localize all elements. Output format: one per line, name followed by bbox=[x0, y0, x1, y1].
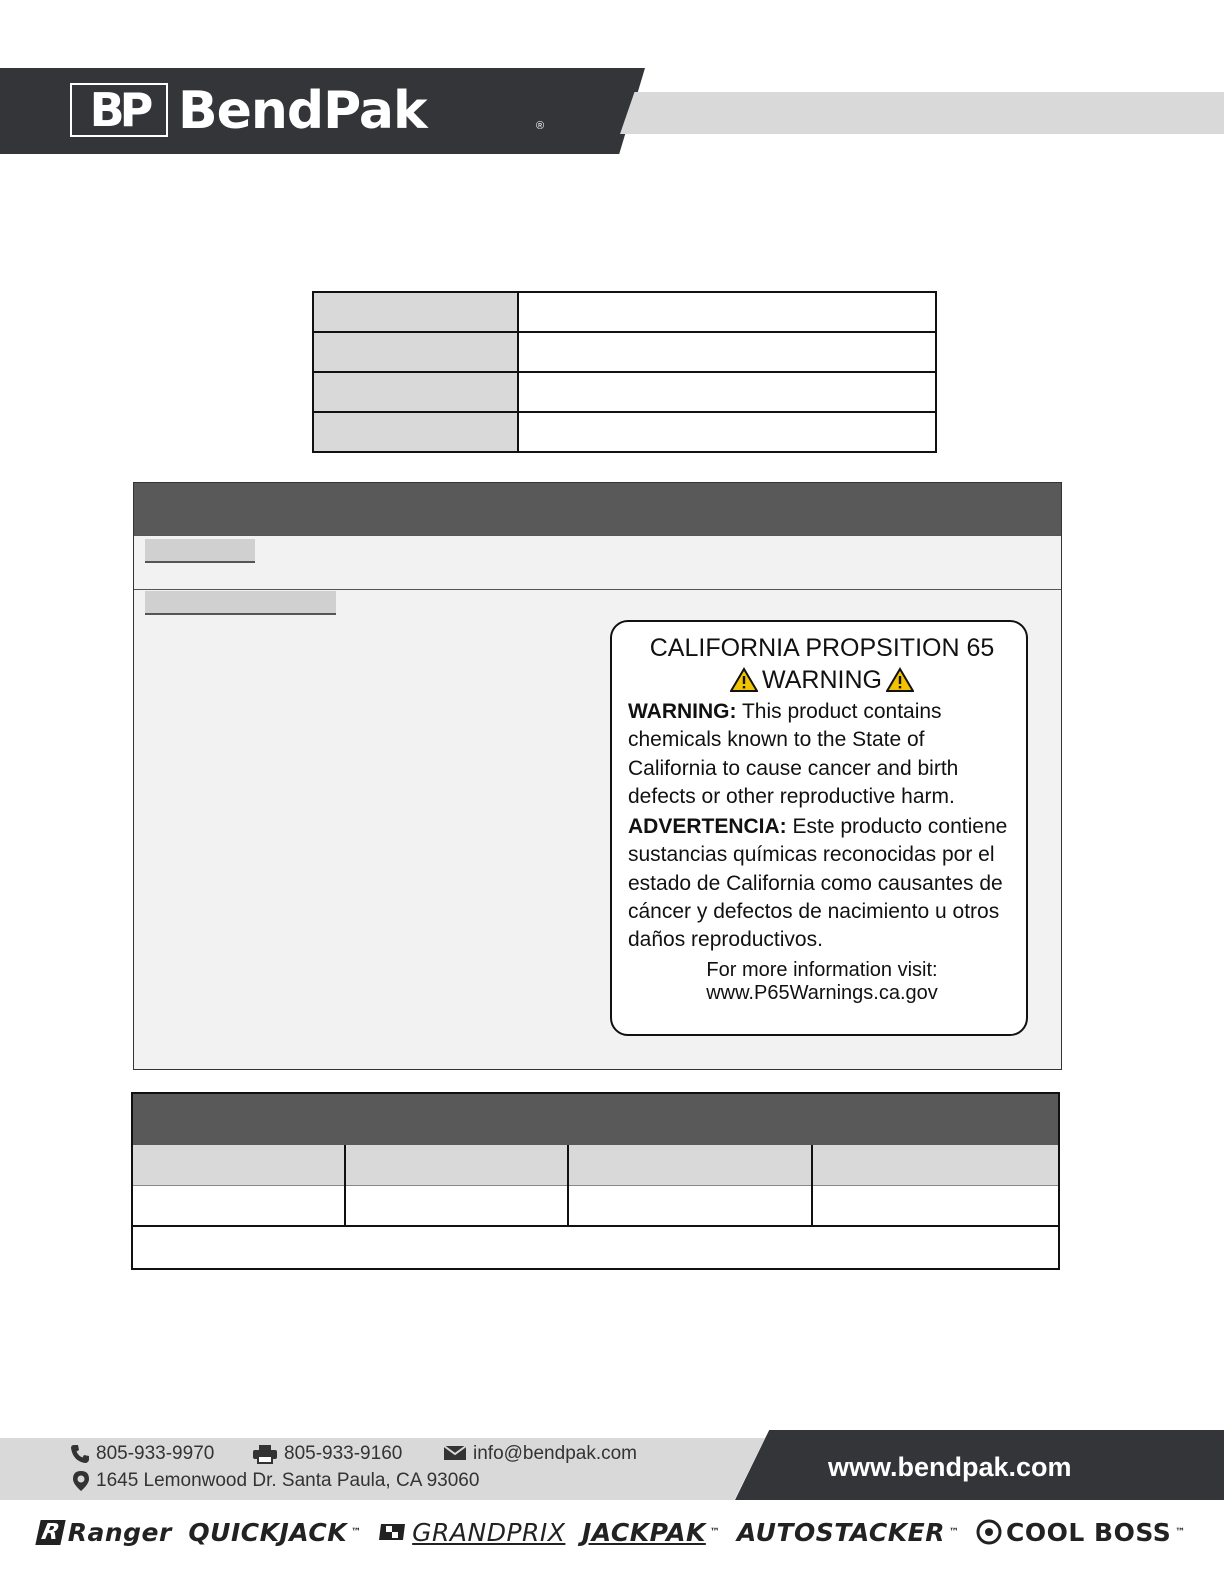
brand-jackpak bbox=[582, 1518, 720, 1547]
trademark: ™ bbox=[351, 1526, 362, 1538]
table-row bbox=[133, 1185, 1058, 1227]
phone-contact bbox=[70, 1443, 214, 1465]
prop65-warning-label bbox=[610, 620, 1028, 1036]
brand-grandprix bbox=[378, 1518, 565, 1547]
warning-english bbox=[628, 698, 1016, 811]
column-header bbox=[569, 1145, 813, 1185]
warning-spanish bbox=[628, 813, 1016, 954]
phone-number[interactable]: 805-933-9970 bbox=[96, 1443, 215, 1464]
bendpak-logo-wordmark: BendPak bbox=[178, 81, 427, 141]
info-row bbox=[313, 292, 936, 332]
email-contact bbox=[443, 1443, 637, 1465]
table-header-row bbox=[133, 1145, 1058, 1186]
table-cell bbox=[133, 1185, 346, 1225]
location-pin-icon bbox=[72, 1470, 90, 1492]
brand-ranger bbox=[38, 1518, 172, 1547]
bendpak-logo-mark: BP bbox=[70, 83, 168, 137]
info-label bbox=[313, 332, 518, 372]
warning-triangle-icon bbox=[886, 667, 914, 693]
phone-icon bbox=[70, 1444, 90, 1464]
advertencia-label: ADVERTENCIA: bbox=[628, 815, 787, 839]
warning-text: This product contains chemicals known to the State of California to cause cancer and birth defects or other reproductive harm. bbox=[628, 700, 959, 808]
address: 1645 Lemonwood Dr. Santa Paula, CA 93060 bbox=[96, 1470, 480, 1491]
brand-coolboss bbox=[976, 1518, 1186, 1547]
fax-contact bbox=[252, 1443, 402, 1465]
trademark: ™ bbox=[709, 1526, 721, 1538]
info-value bbox=[518, 292, 936, 332]
trademark: ™ bbox=[1175, 1526, 1186, 1538]
brand-name: Ranger bbox=[67, 1517, 172, 1547]
brand-quickjack bbox=[188, 1518, 361, 1547]
table-cell bbox=[346, 1185, 569, 1225]
website-link[interactable]: www.bendpak.com bbox=[828, 1452, 1072, 1482]
brand-name: COOL BOSS bbox=[1006, 1517, 1172, 1547]
checkered-flag-icon bbox=[378, 1521, 408, 1543]
prop65-title: CALIFORNIA PROPSITION 65 bbox=[649, 634, 995, 662]
ranger-logo-icon: R bbox=[36, 1520, 67, 1545]
info-value bbox=[518, 332, 936, 372]
advertencia-text: Este producto contiene sustancias químicas reconocidas por el estado de California como causantes de cáncer y defectos de nacimiento u otros daños reproductivos. bbox=[628, 815, 1008, 952]
section-heading bbox=[134, 483, 1061, 535]
info-value bbox=[518, 412, 936, 452]
brand-name: AUTOSTACKER bbox=[736, 1517, 945, 1547]
brand-name: GRANDPRIX bbox=[412, 1517, 566, 1547]
info-line: For more information visit: bbox=[706, 958, 938, 981]
brand-name: QUICKJACK bbox=[188, 1517, 348, 1547]
column-header bbox=[133, 1145, 346, 1185]
info-row bbox=[313, 372, 936, 412]
column-header bbox=[346, 1145, 569, 1185]
section-details bbox=[131, 1092, 1060, 1270]
brand-name: JACKPAK bbox=[581, 1517, 706, 1547]
fan-icon bbox=[976, 1519, 1002, 1545]
table-cell bbox=[569, 1185, 813, 1225]
mail-icon bbox=[443, 1444, 467, 1464]
info-table bbox=[312, 291, 937, 453]
info-value bbox=[518, 372, 936, 412]
fax-number[interactable]: 805-933-9160 bbox=[284, 1443, 403, 1464]
field-tag bbox=[145, 539, 255, 563]
warning-heading bbox=[628, 664, 1016, 696]
address-contact bbox=[72, 1470, 479, 1492]
info-row bbox=[313, 332, 936, 372]
info-url: www.P65Warnings.ca.gov bbox=[706, 981, 938, 1004]
field-tag bbox=[145, 591, 336, 615]
email-address[interactable]: info@bendpak.com bbox=[473, 1443, 637, 1464]
fax-icon bbox=[252, 1444, 278, 1464]
brand-autostacker bbox=[737, 1518, 960, 1547]
section-subrow bbox=[134, 535, 1061, 590]
column-header bbox=[813, 1145, 1058, 1185]
trademark: ™ bbox=[948, 1526, 960, 1538]
info-label bbox=[313, 292, 518, 332]
section-heading bbox=[133, 1094, 1058, 1145]
warning-label: WARNING: bbox=[628, 700, 737, 723]
info-row bbox=[313, 412, 936, 452]
info-label bbox=[313, 412, 518, 452]
warning-heading-text: WARNING bbox=[762, 666, 882, 694]
brand-strip bbox=[0, 1510, 1224, 1554]
registered-mark: ® bbox=[536, 120, 545, 132]
header-stripe bbox=[620, 92, 1224, 134]
table-cell bbox=[813, 1185, 1058, 1225]
info-label bbox=[313, 372, 518, 412]
warning-triangle-icon bbox=[730, 667, 758, 693]
